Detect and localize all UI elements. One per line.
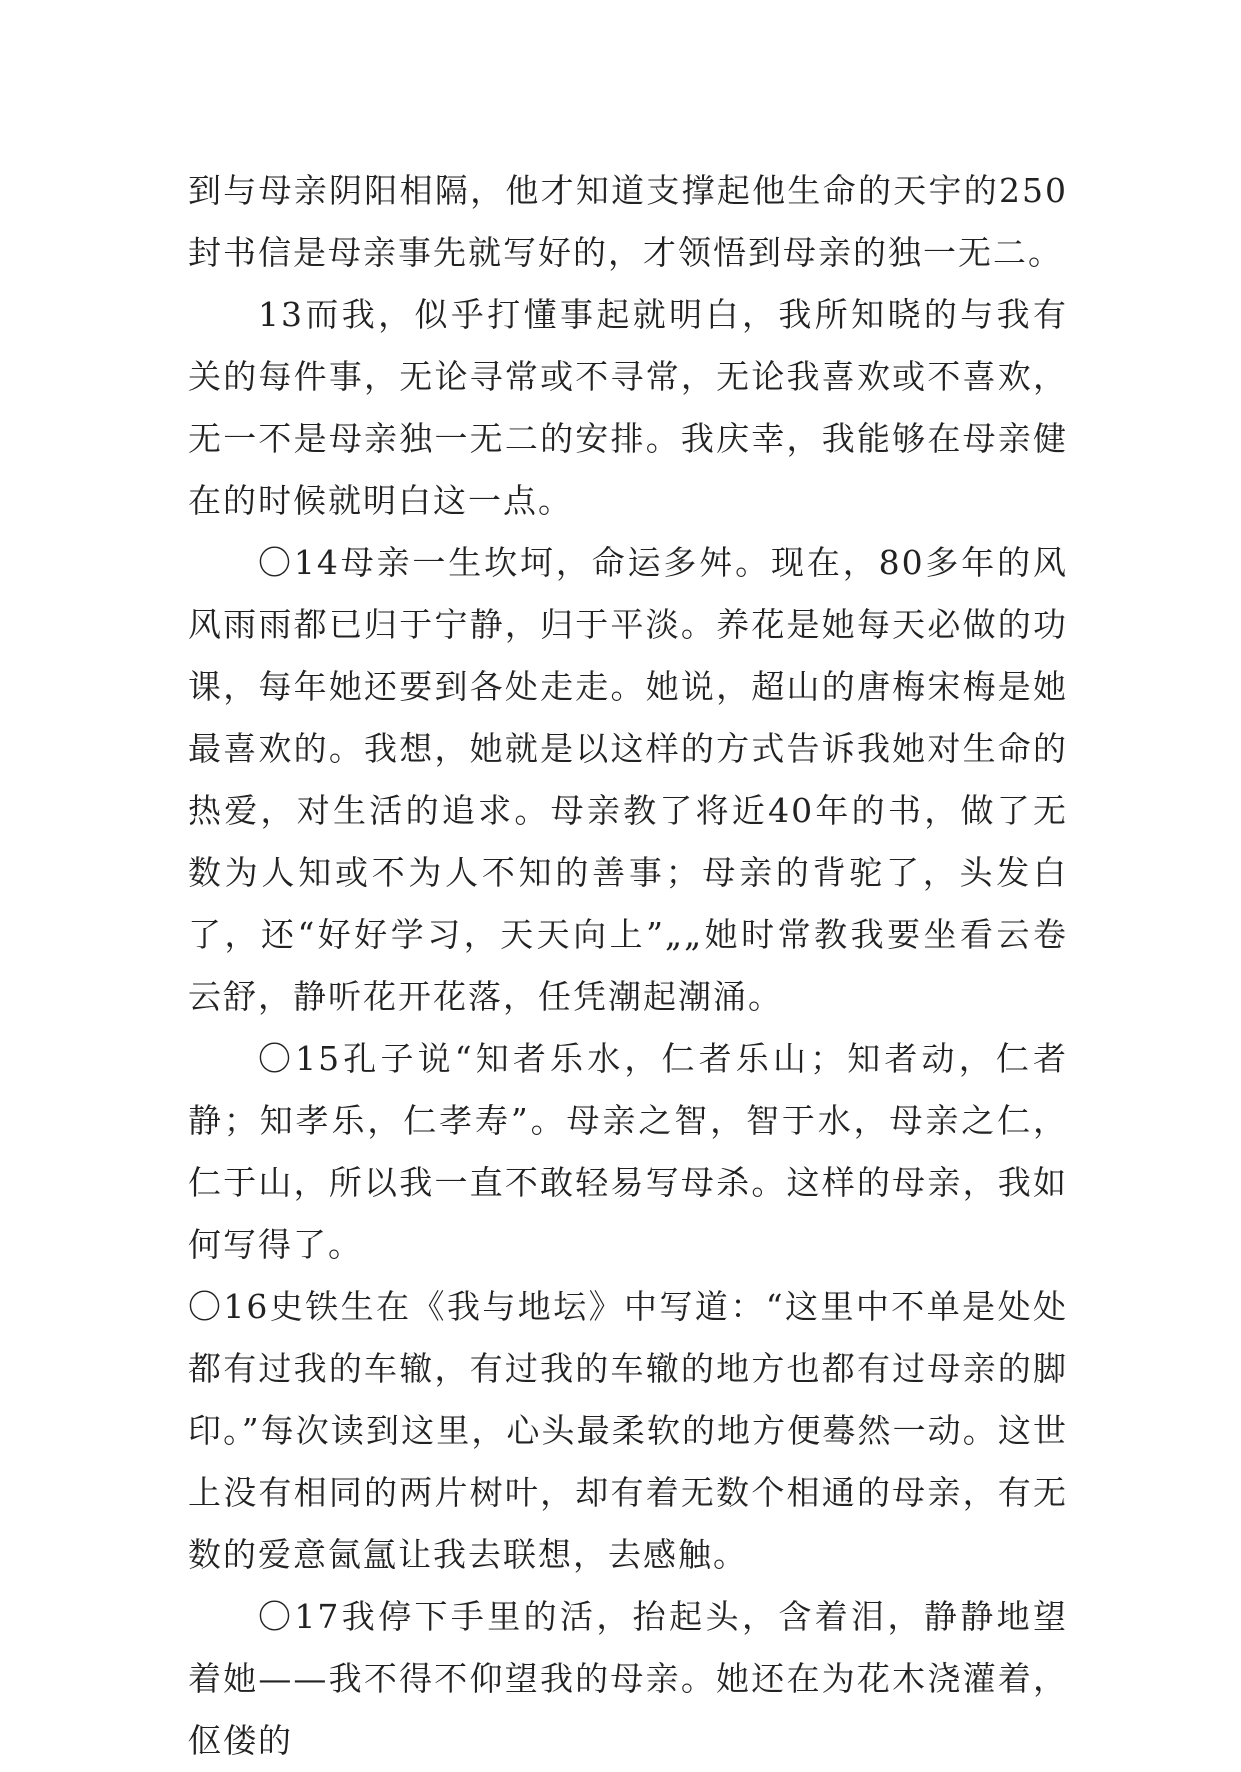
paragraph-2: 13而我，似乎打懂事起就明白，我所知晓的与我有关的每件事，无论寻常或不寻常，无论我喜欢或不喜欢，无一不是母亲独一无二的安排。我庆幸，我能够在母亲健在的时候就明白这一点。 — [188, 295, 1068, 520]
paragraph-5: 〇16史铁生在《我与地坛》中写道：“这里中不单是处处都有过我的车辙，有过我的车辙的地方也都有过母亲的脚印。”每次读到这里，心头最柔软的地方便蓦然一动。这世上没有相同的两片树叶，却有着无数个相通的母亲，有无数的爱意氤氲让我去联想，去感触。 — [188, 1287, 1068, 1574]
paragraph-4: 〇15孔子说“知者乐水，仁者乐山；知者动，仁者静；知孝乐，仁孝寿”。母亲之智，智于水，母亲之仁，仁于山，所以我一直不敢轻易写母杀。这样的母亲，我如何写得了。 — [188, 1039, 1068, 1264]
paragraph-6: 〇17我停下手里的活，抬起头，含着泪，静静地望着她——我不得不仰望我的母亲。她还在为花木浇灌着，伛偻的 — [188, 1597, 1068, 1760]
paragraph-3: 〇14母亲一生坎坷，命运多舛。现在，80多年的风风雨雨都已归于宁静，归于平淡。养花是她每天必做的功课，每年她还要到各处走走。她说，超山的唐梅宋梅是她最喜欢的。我想，她就是以这样的方式告诉我她对生命的热爱，对生活的追求。母亲教了将近40年的书，做了无数为人知或不为人不知的善事；母亲的背驼了，头发白了，还“好好学习，天天向上”„„她时常教我要坐看云卷云舒，静听花开花落，任凭潮起潮涌。 — [188, 543, 1068, 1016]
paragraph-1: 到与母亲阴阳相隔，他才知道支撑起他生命的天宇的250封书信是母亲事先就写好的，才领悟到母亲的独一无二。 — [188, 171, 1068, 272]
document-body — [188, 160, 1068, 1772]
